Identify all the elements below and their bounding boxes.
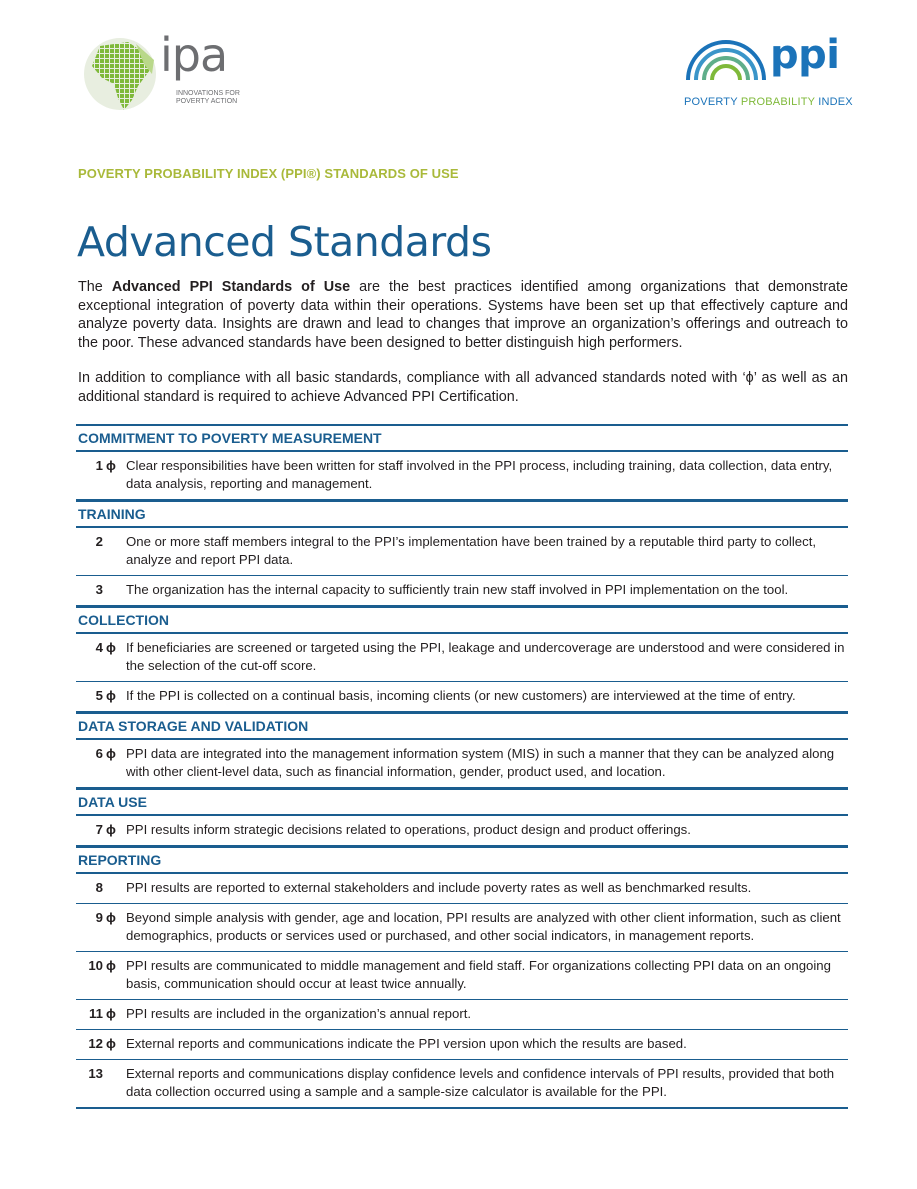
advanced-marker: ϕ — [106, 458, 116, 473]
section-heading: COLLECTION — [76, 606, 848, 634]
advanced-marker: ϕ — [106, 688, 116, 703]
intro-paragraph-2: In addition to compliance with all basic standards, compliance with all advanced standards noted with ‘ϕ’ as well as an additional standard is required to achieve Advanced PPI Certification. — [78, 370, 848, 405]
standard-text: PPI results are communicated to middle management and field staff. For organizations collecting PPI data on an ongoing basis, communication should occur at least twice annually. — [126, 958, 831, 991]
standard-number-cell — [76, 457, 126, 493]
standard-text: External reports and communications display confidence levels and confidence intervals of PPI results, provided that both data collection occurred using a sample and a sample-size calculator is available for the PPI. — [126, 1066, 835, 1099]
section-heading: REPORTING — [76, 846, 848, 874]
section-heading: COMMITMENT TO POVERTY MEASUREMENT — [76, 424, 848, 452]
section-heading: TRAINING — [76, 500, 848, 528]
standard-number: 6 — [95, 746, 103, 761]
standard-number-cell — [76, 1035, 126, 1053]
standard-number-cell — [76, 821, 126, 839]
standard-text: Beyond simple analysis with gender, age and location, PPI results are analyzed with other client information, such as client demographics, products or services used or purchased, and other social indicators, in management reports. — [126, 910, 841, 943]
standard-number: 5 — [95, 688, 103, 703]
standard-number: 7 — [95, 822, 103, 837]
advanced-marker: ϕ — [106, 822, 116, 837]
standard-row — [76, 576, 848, 606]
advanced-marker: ϕ — [106, 1006, 116, 1021]
advanced-marker: ϕ — [106, 1036, 116, 1051]
standard-text: PPI data are integrated into the management information system (MIS) in such a manner that they can be analyzed along with other client-level data, such as financial information, gender, product used, and location. — [126, 746, 835, 779]
standard-number-cell — [76, 533, 126, 569]
globe-africa-icon — [80, 34, 160, 114]
standards-table — [76, 424, 848, 1109]
standard-number: 1 — [95, 458, 103, 473]
standard-text: PPI results inform strategic decisions related to operations, product design and product offerings. — [126, 822, 691, 837]
section-heading: DATA USE — [76, 788, 848, 816]
standard-text: One or more staff members integral to the PPI’s implementation have been trained by a reputable third party to collect, analyze and report PPI data. — [126, 534, 817, 567]
standard-row — [76, 1060, 848, 1109]
standard-number: 2 — [95, 534, 103, 549]
advanced-marker: ϕ — [106, 910, 116, 925]
standard-row — [76, 952, 848, 1000]
standard-number-cell — [76, 957, 126, 993]
standard-number: 9 — [95, 910, 103, 925]
standard-number-cell — [76, 687, 126, 705]
standard-row — [76, 816, 848, 846]
ipa-wordmark: ipa — [160, 28, 228, 82]
standard-row — [76, 740, 848, 788]
section-heading: DATA STORAGE AND VALIDATION — [76, 712, 848, 740]
standard-number-cell — [76, 745, 126, 781]
standard-text: If beneficiaries are screened or targeted using the PPI, leakage and undercoverage are understood and were considered in the selection of the cut-off score. — [126, 640, 845, 673]
standard-number-cell — [76, 639, 126, 675]
advanced-marker: ϕ — [106, 746, 116, 761]
document-kicker: POVERTY PROBABILITY INDEX (PPI®) STANDARDS OF USE — [78, 166, 459, 181]
standard-number: 10 — [88, 958, 103, 973]
standard-number-cell — [76, 1005, 126, 1023]
standard-number: 11 — [89, 1006, 103, 1021]
standard-number-cell — [76, 909, 126, 945]
standard-text: PPI results are reported to external stakeholders and include poverty rates as well as benchmarked results. — [126, 880, 752, 895]
ipa-tagline: INNOVATIONS FOR POVERTY ACTION — [176, 90, 240, 105]
standard-row — [76, 452, 848, 500]
standard-number-cell — [76, 581, 126, 599]
standard-number: 3 — [95, 582, 103, 597]
arc-rings-icon — [684, 36, 768, 86]
standard-number: 8 — [95, 880, 103, 895]
advanced-marker: ϕ — [106, 958, 116, 973]
standard-text: External reports and communications indicate the PPI version upon which the results are based. — [126, 1036, 687, 1051]
standard-number: 13 — [88, 1066, 103, 1081]
standard-row — [76, 1000, 848, 1030]
standard-row — [76, 904, 848, 952]
page-title: Advanced Standards — [77, 218, 492, 266]
ppi-wordmark: ppi — [770, 32, 840, 78]
standard-text: Clear responsibilities have been written for staff involved in the PPI process, including training, data collection, data entry, data analysis, reporting and management. — [126, 458, 833, 491]
standard-number: 12 — [88, 1036, 103, 1051]
standard-text: The organization has the internal capacity to sufficiently train new staff involved in PPI implementation on the tool. — [126, 582, 789, 597]
standard-number: 4 — [95, 640, 103, 655]
standard-text: If the PPI is collected on a continual basis, incoming clients (or new customers) are interviewed at the time of entry. — [126, 688, 796, 703]
standard-row — [76, 682, 848, 712]
ipa-logo — [80, 28, 240, 114]
standard-number-cell — [76, 879, 126, 897]
intro-paragraph-1: The Advanced PPI Standards of Use are the best practices identified among organizations that demonstrate exceptional integration of poverty data within their operations. Systems have been set up that effectively capture and analyze poverty data. Insights are drawn and lead to changes that improve an organization’s offerings and outreach to the poor. These advanced standards have been designed to better distinguish high performers. — [78, 279, 849, 351]
standard-row — [76, 528, 848, 576]
advanced-marker: ϕ — [106, 640, 116, 655]
ppi-logo — [684, 32, 854, 116]
standard-row — [76, 874, 848, 904]
standard-number-cell — [76, 1065, 126, 1101]
ppi-tagline: POVERTY PROBABILITY INDEX — [684, 96, 853, 108]
standard-row — [76, 634, 848, 682]
standard-text: PPI results are included in the organization’s annual report. — [126, 1006, 472, 1021]
standard-row — [76, 1030, 848, 1060]
